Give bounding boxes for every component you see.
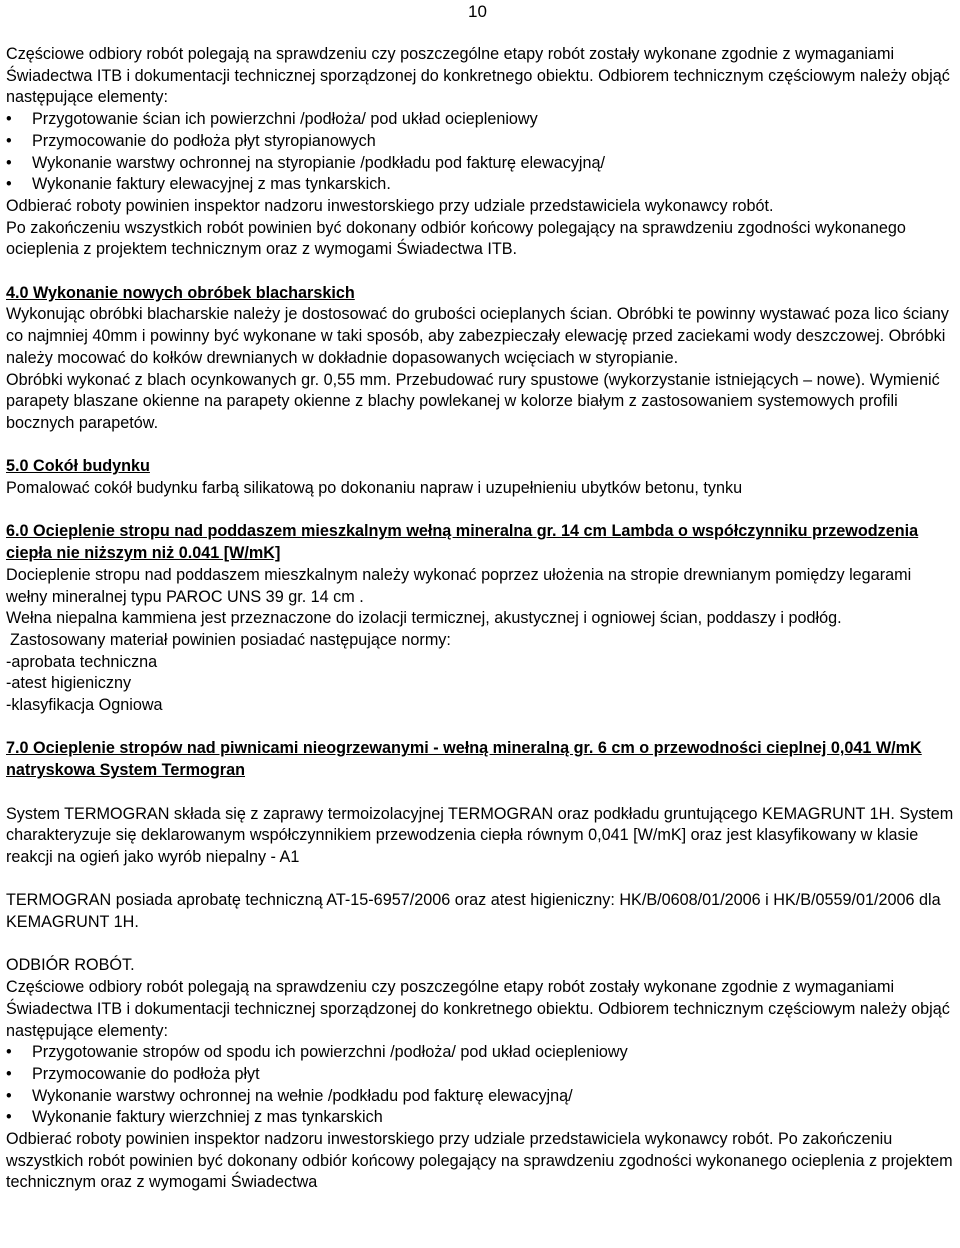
norm-item: -atest higieniczny bbox=[6, 674, 132, 693]
section-7-paragraph: System TERMOGRAN składa się z zaprawy termoizolacyjnej TERMOGRAN oraz podkładu gruntującego KEMAGRUNT 1H. System charakteryzuje się deklarowanym współczynnikiem przewodzenia ciepła równym 0,041 [W/mK] oraz jest klasyfikowany w klasie reakcji na ogień jako wyrób niepalny - A1 bbox=[6, 804, 954, 866]
intro-bullet-item: • Przygotowanie ścian ich powierzchni /podłoża/ pod układ ociepleniowy bbox=[6, 109, 956, 131]
intro-paragraph-final-acceptance: Po zakończeniu wszystkich robót powinien być dokonany odbiór końcowy polegający na sprawdzeniu zgodności wykonanego ocieplenia z projektem technicznym oraz z wymogami Świadectwa ITB. bbox=[6, 218, 906, 259]
intro-paragraph: Częściowe odbiory robót polegają na sprawdzeniu czy poszczególne etapy robót zostały wykonane zgodnie z wymaganiami Świadectwa ITB i dokumentacji technicznej sporządzonej do konkretnego obiektu. Odbiorem technicznym częściowym należy objąć następujące elementy: bbox=[6, 45, 950, 107]
section-6-norms-intro: Zastosowany materiał powinien posiadać następujące normy: bbox=[10, 630, 451, 649]
section-7-bullet-item: • Przygotowanie stropów od spodu ich powierzchni /podłoża/ pod układ ociepleniowy bbox=[6, 1042, 956, 1064]
intro-bullet-item: • Wykonanie faktury elewacyjnej z mas tynkarskich. bbox=[6, 174, 956, 196]
intro-paragraph-inspector: Odbierać roboty powinien inspektor nadzoru inwestorskiego przy udziale przedstawiciela wykonawcy robót. bbox=[6, 196, 774, 215]
section-7-heading: 7.0 Ocieplenie stropów nad piwnicami nieogrzewanymi - wełną mineralną gr. 6 cm o przewodności cieplnej 0,041 W/mK natryskowa System Termogran bbox=[6, 739, 922, 780]
section-7-bullet-item: • Wykonanie warstwy ochronnej na wełnie /podkładu pod fakturę elewacyjną/ bbox=[6, 1086, 956, 1108]
intro-bullet-list bbox=[6, 109, 956, 196]
section-5-paragraph: Pomalować cokół budynku farbą silikatową po dokonaniu napraw i uzupełnieniu ubytków betonu, tynku bbox=[6, 479, 743, 498]
section-7-bullet-item: • Wykonanie faktury wierzchniej z mas tynkarskich bbox=[6, 1107, 956, 1129]
section-4-paragraph: Obróbki wykonać z blach ocynkowanych gr. 0,55 mm. Przebudować rury spustowe (wykorzystanie istniejących – nowe). Wymienić parapety blaszane okienne na parapety okienne z blachy powlekanej w kolorze białym z zastosowaniem systemowych profili bocznych parapetów. bbox=[6, 370, 940, 432]
document-body bbox=[6, 44, 956, 1194]
section-7-bullet-item: • Przymocowanie do podłoża płyt bbox=[6, 1064, 956, 1086]
section-5-heading: 5.0 Cokół budynku bbox=[6, 457, 150, 476]
norm-item: -klasyfikacja Ogniowa bbox=[6, 696, 163, 715]
intro-bullet-item: • Przymocowanie do podłoża płyt styropianowych bbox=[6, 131, 956, 153]
intro-bullet-item: • Wykonanie warstwy ochronnej na styropianie /podkładu pod fakturę elewacyjną/ bbox=[6, 153, 956, 175]
section-7-paragraph: Odbierać roboty powinien inspektor nadzoru inwestorskiego przy udziale przedstawiciela wykonawcy robót. Po zakończeniu wszystkich robót powinien być dokonany odbiór końcowy polegający na sprawdzeniu zgodności wykonanego ocieplenia z projektem technicznym oraz z wymogami Świadectwa bbox=[6, 1130, 953, 1192]
page-number: 10 bbox=[468, 2, 487, 21]
odbior-title: ODBIÓR ROBÓT. bbox=[6, 956, 135, 975]
norm-item: -aprobata techniczna bbox=[6, 652, 158, 671]
section-6-paragraph: Docieplenie stropu nad poddaszem mieszkalnym należy wykonać poprzez ułożenia na stropie drewnianym pomiędzy legarami wełny mineralnej typu PAROC UNS 39 gr. 14 cm . bbox=[6, 565, 912, 606]
section-7-paragraph: TERMOGRAN posiada aprobatę techniczną AT-15-6957/2006 oraz atest higieniczny: HK/B/0608/01/2006 i HK/B/0559/01/2006 dla KEMAGRUNT 1H. bbox=[6, 891, 941, 932]
section-4-heading: 4.0 Wykonanie nowych obróbek blacharskich bbox=[6, 283, 355, 302]
section-7-paragraph: Częściowe odbiory robót polegają na sprawdzeniu czy poszczególne etapy robót zostały wykonane zgodnie z wymaganiami Świadectwa ITB i dokumentacji technicznej sporządzonej do konkretnego obiektu. Odbiorem technicznym częściowym należy objąć następujące elementy: bbox=[6, 978, 950, 1040]
section-6-heading: 6.0 Ocieplenie stropu nad poddaszem mieszkalnym wełną mineralna gr. 14 cm Lambda o współczynniku przewodzenia ciepła nie niższym niż 0.041 [W/mK] bbox=[6, 522, 919, 563]
section-4-paragraph: Wykonując obróbki blacharskie należy je dostosować do grubości ocieplanych ścian. Obróbki te powinny wystawać poza lico ściany co najmniej 40mm i powinny być wykonane w taki sposób, aby zabezpieczały elewację przed zaciekami wody deszczowej. Obróbki należy mocować do kołków drewnianych w dokładnie dopasowanych wcięciach w styropianie. bbox=[6, 305, 949, 367]
section-6-paragraph: Wełna niepalna kammiena jest przeznaczone do izolacji termicznej, akustycznej i ogniowej ścian, poddaszy i podłóg. bbox=[6, 609, 842, 628]
section-7-bullet-list bbox=[6, 1042, 956, 1129]
